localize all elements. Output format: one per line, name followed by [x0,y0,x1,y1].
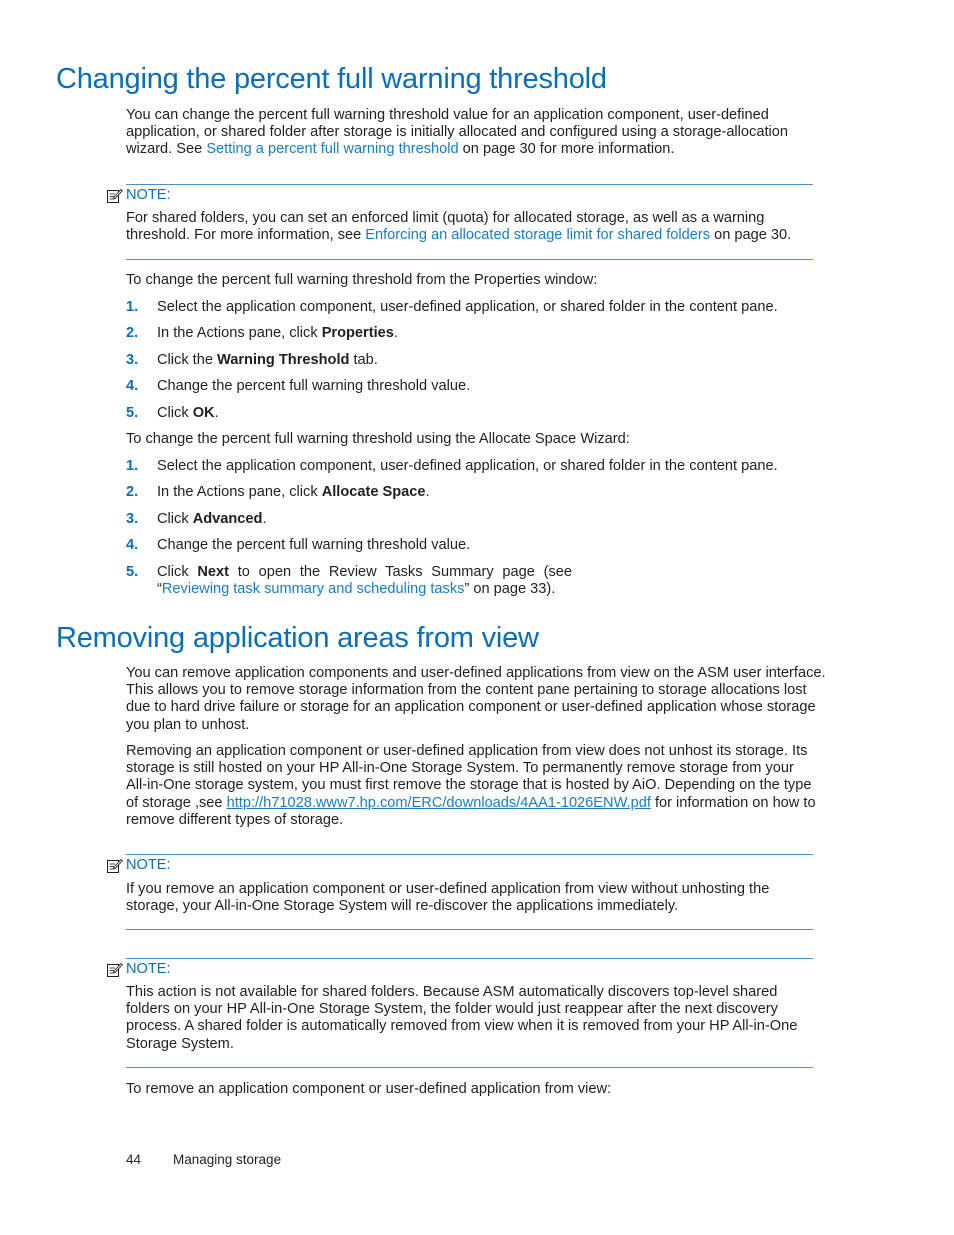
link-hp-document-pdf[interactable]: http://h71028.www7.hp.com/ERC/downloads/4AA1-1026ENW.pdf [226,794,651,811]
note-label: NOTE: [126,857,171,873]
note-label: NOTE: [126,961,171,977]
removing-paragraph-2: Removing an application component or user-defined application from view does not unhost its storage. Its storage is still hosted on your HP All-in-One Storage System. To permanently remove storage from your All-in-One storage system, you must first remove the storage that is hosted by AiO. Depending on the type of storage ,see http://h71028.www7.hp.com/ERC/downloads/4AA1-1026ENW.pdf for information on how to remove different types of storage. [126,743,816,828]
step-number: 2. [126,325,139,341]
step-number: 1. [126,458,139,474]
step-text: Change the percent full warning threshold value. [157,537,471,553]
note-text: If you remove an application component or user-defined application from view without unhosting the storage, your All-in-One Storage System will re-discover the applications immediately. [126,881,770,915]
note-pencil-icon [106,961,123,978]
step-number: 4. [126,378,139,394]
note-heading [106,185,171,205]
link-reviewing-tasks[interactable]: Reviewing task summary and scheduling tasks [161,581,465,597]
step-number: 2. [126,484,139,500]
chapter-name: Managing storage [173,1152,282,1167]
step-text: Select the application component, user-defined application, or shared folder in the content pane. [157,458,778,474]
remove-intro: To remove an application component or user-defined application from view: [126,1081,612,1097]
note-bottom-rule [126,259,813,260]
step-number: 5. [126,405,139,421]
section-title-removing-areas: Removing application areas from view [56,622,539,654]
note-bottom-rule [126,929,813,930]
step-text: In the Actions pane, click Allocate Space. [157,484,430,500]
step-number: 1. [126,299,139,315]
link-enforcing-limit[interactable]: Enforcing an allocated storage limit for shared folders [365,227,711,244]
note-heading [106,855,171,875]
section-title-warning-threshold: Changing the percent full warning threshold [56,63,607,95]
note-text: For shared folders, you can set an enforced limit (quota) for allocated storage, as well as a warning threshold. For more information, see Enforcing an allocated storage limit for shared folders on page 30. [126,210,792,244]
step-text: Click Advanced. [157,511,267,527]
note-bottom-rule [126,1067,813,1068]
page-number: 44 [126,1152,142,1167]
note-top-rule [126,854,813,855]
note-top-rule [126,184,813,185]
step-text: In the Actions pane, click Properties. [157,325,398,341]
step-text: Select the application component, user-defined application, or shared folder in the content pane. [157,299,778,315]
note-label: NOTE: [126,187,171,203]
note-text: This action is not available for shared folders. Because ASM automatically discovers top-level shared folders on your HP All-in-One Storage System, the folder would just reappear after the next discovery process. A shared folder is automatically removed from view when it is removed from your HP All-in-One Storage System. [126,984,798,1052]
note-pencil-icon [106,857,123,874]
note-top-rule [126,958,813,959]
step-text: Click Next to open the Review Tasks Summary page (see [157,564,572,580]
removing-paragraph-1: You can remove application components and user-defined applications from view on the ASM user interface. This allows you to remove storage information from the content pane pertaining to storage allocations lost due to hard drive failure or storage for an application component or user-defined application whose storage you plan to unhost. [126,665,826,733]
step-number: 4. [126,537,139,553]
step-number: 3. [126,511,139,527]
wizard-intro: To change the percent full warning threshold using the Allocate Space Wizard: [126,431,630,447]
step-number: 3. [126,352,139,368]
step-number: 5. [126,564,139,580]
step-text-continued: “Reviewing task summary and scheduling tasks” on page 33). [157,581,556,597]
link-setting-threshold[interactable]: Setting a percent full warning threshold [206,141,459,158]
intro-paragraph: You can change the percent full warning threshold value for an application component, user-defined application, or shared folder after storage is initially allocated and configured using a storage-allocation wizard. See Setting a percent full warning threshold on page 30 for more information. [126,107,788,158]
step-text: Click OK. [157,405,219,421]
properties-intro: To change the percent full warning threshold from the Properties window: [126,272,598,288]
step-text: Change the percent full warning threshold value. [157,378,471,394]
step-text: Click the Warning Threshold tab. [157,352,378,368]
note-pencil-icon [106,187,123,204]
note-heading [106,959,171,979]
